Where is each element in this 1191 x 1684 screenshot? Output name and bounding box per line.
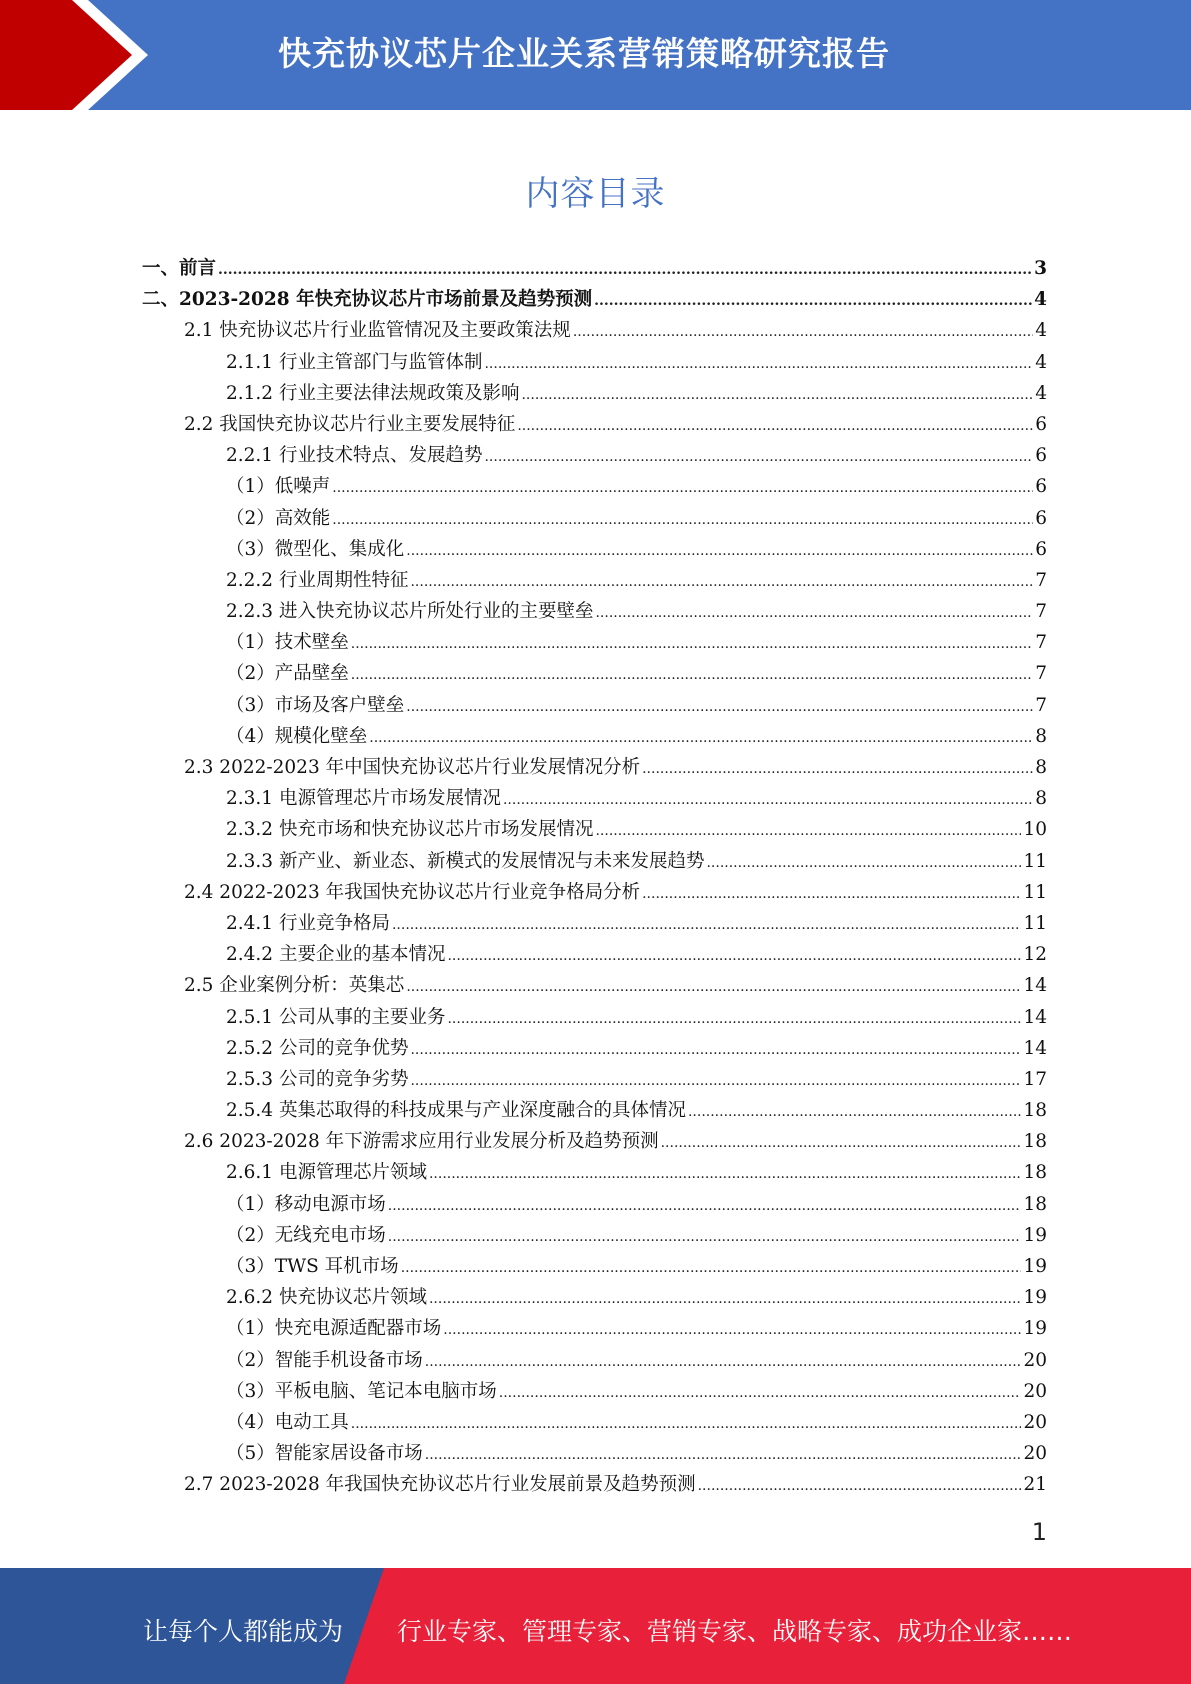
toc-entry-label: 2.6.2 快充协议芯片领域 (226, 1287, 427, 1309)
toc-entry-page: 18 (1023, 1131, 1047, 1153)
toc-entry[interactable] (142, 753, 1047, 784)
toc-entry-page: 20 (1023, 1349, 1047, 1371)
toc-dot-leader (595, 605, 1033, 621)
toc-entry-label: 2.3.1 电源管理芯片市场发展情况 (226, 788, 501, 810)
toc-entry-label: 一、前言 (142, 258, 217, 279)
toc-dot-leader (573, 324, 1033, 340)
toc-entry[interactable] (142, 379, 1047, 410)
toc-entry-label: （1）快充电源适配器市场 (226, 1318, 442, 1340)
toc-dot-leader (642, 886, 1021, 902)
toc-entry[interactable] (142, 504, 1047, 535)
toc-entry-page: 18 (1023, 1162, 1047, 1184)
toc-entry[interactable] (142, 971, 1047, 1002)
toc-entry-page: 14 (1023, 1006, 1047, 1028)
toc-entry-page: 6 (1035, 445, 1047, 467)
toc-entry-label: 2.4.2 主要企业的基本情况 (226, 944, 446, 966)
table-of-contents (142, 254, 1047, 1502)
toc-entry-page: 14 (1023, 1037, 1047, 1059)
toc-entry-label: 2.5.1 公司从事的主要业务 (226, 1006, 446, 1028)
toc-entry-label: （2）无线充电市场 (226, 1224, 386, 1246)
toc-dot-leader (406, 699, 1033, 715)
toc-entry-label: 2.3 2022-2023 年中国快充协议芯片行业发展情况分析 (184, 757, 641, 778)
toc-dot-leader (503, 792, 1033, 808)
toc-entry-page: 11 (1023, 850, 1047, 872)
toc-entry-page: 19 (1023, 1224, 1047, 1246)
toc-entry[interactable] (142, 1034, 1047, 1065)
toc-entry[interactable] (142, 285, 1047, 316)
toc-entry[interactable] (142, 909, 1047, 940)
toc-entry[interactable] (142, 1065, 1047, 1096)
toc-dot-leader (688, 1104, 1021, 1120)
toc-entry-page: 6 (1035, 476, 1047, 498)
toc-entry-label: 2.5.3 公司的竞争劣势 (226, 1068, 409, 1090)
toc-entry[interactable] (142, 1377, 1047, 1408)
toc-entry[interactable] (142, 878, 1047, 909)
toc-entry-label: 2.2 我国快充协议芯片行业主要发展特征 (184, 413, 516, 435)
toc-dot-leader (447, 948, 1021, 964)
toc-entry-label: 二、2023-2028 年快充协议芯片市场前景及趋势预测 (142, 289, 593, 311)
toc-entry-label: 2.2.2 行业周期性特征 (226, 569, 409, 591)
toc-entry[interactable] (142, 472, 1047, 503)
toc-dot-leader (410, 574, 1033, 590)
toc-entry-label: （5）智能家居设备市场 (226, 1443, 423, 1465)
toc-entry-page: 6 (1035, 507, 1047, 529)
toc-dot-leader (406, 979, 1021, 995)
report-title: 快充协议芯片企业关系营销策略研究报告 (278, 34, 890, 73)
toc-entry-label: （1）技术壁垒 (226, 632, 349, 654)
toc-dot-leader (447, 1011, 1021, 1027)
toc-dot-leader (425, 1354, 1022, 1370)
toc-entry-page: 4 (1035, 320, 1047, 342)
toc-entry[interactable] (142, 722, 1047, 753)
toc-entry-page: 4 (1035, 351, 1047, 373)
toc-entry-label: 2.5 企业案例分析：英集芯 (184, 975, 405, 997)
toc-entry[interactable] (142, 940, 1047, 971)
toc-entry-label: （2）产品壁垒 (226, 663, 349, 685)
toc-entry-page: 18 (1023, 1193, 1047, 1215)
toc-dot-leader (406, 543, 1033, 559)
toc-entry-page: 6 (1035, 413, 1047, 435)
page-number: 1 (1031, 1518, 1047, 1546)
toc-entry-label: 2.1.1 行业主管部门与监管体制 (226, 351, 483, 373)
toc-entry-label: 2.1 快充协议芯片行业监管情况及主要政策法规 (184, 320, 571, 342)
toc-dot-leader (369, 730, 1033, 746)
toc-dot-leader (698, 1478, 1022, 1494)
footer-slogan-right: 行业专家、管理专家、营销专家、战略专家、成功企业家…… (397, 1617, 1073, 1646)
toc-entry-label: （4）规模化壁垒 (226, 725, 368, 747)
toc-dot-leader (351, 636, 1033, 652)
toc-entry[interactable] (142, 1252, 1047, 1283)
toc-entry-label: （2）高效能 (226, 507, 331, 529)
toc-entry-label: 2.4.1 行业竞争格局 (226, 912, 390, 934)
toc-entry-label: 2.2.1 行业技术特点、发展趋势 (226, 445, 483, 467)
toc-entry[interactable] (142, 597, 1047, 628)
toc-entry-label: （1）移动电源市场 (226, 1193, 386, 1215)
toc-entry-page: 7 (1035, 694, 1047, 716)
toc-entry[interactable] (142, 348, 1047, 379)
toc-entry-page: 8 (1035, 788, 1047, 810)
toc-dot-leader (332, 512, 1033, 528)
toc-dot-leader (595, 823, 1021, 839)
toc-entry[interactable] (142, 1283, 1047, 1314)
toc-entry-page: 11 (1023, 881, 1047, 903)
toc-dot-leader (410, 1073, 1021, 1089)
toc-dot-leader (521, 387, 1033, 403)
toc-entry[interactable] (142, 1408, 1047, 1439)
toc-dot-leader (661, 1135, 1022, 1151)
toc-entry-page: 18 (1023, 1100, 1047, 1122)
toc-dot-leader (706, 855, 1021, 871)
toc-dot-leader (642, 761, 1033, 777)
toc-entry-page: 7 (1035, 632, 1047, 654)
toc-entry-label: 2.4 2022-2023 年我国快充协议芯片行业竞争格局分析 (184, 881, 641, 903)
header-banner (0, 0, 1191, 110)
toc-dot-leader (388, 1198, 1022, 1214)
toc-entry-label: 2.5.2 公司的竞争优势 (226, 1037, 409, 1059)
toc-entry[interactable] (142, 1346, 1047, 1377)
footer-banner (0, 1568, 1191, 1684)
toc-entry[interactable] (142, 1314, 1047, 1345)
toc-entry[interactable] (142, 535, 1047, 566)
toc-entry-label: 2.1.2 行业主要法律法规政策及影响 (226, 382, 520, 404)
toc-entry[interactable] (142, 1158, 1047, 1189)
toc-entry-page: 8 (1035, 725, 1047, 747)
toc-entry[interactable] (142, 815, 1047, 846)
toc-entry-page: 3 (1034, 258, 1047, 279)
toc-entry[interactable] (142, 659, 1047, 690)
toc-entry-page: 4 (1034, 289, 1047, 311)
toc-entry-page: 20 (1023, 1443, 1047, 1465)
toc-dot-leader (351, 667, 1033, 683)
toc-entry[interactable] (142, 1190, 1047, 1221)
toc-dot-leader (499, 1385, 1022, 1401)
toc-dot-leader (429, 1291, 1021, 1307)
toc-entry-page: 19 (1023, 1287, 1047, 1309)
toc-entry-label: （3）TWS 耳机市场 (226, 1256, 399, 1277)
footer-slogan-left: 让每个人都能成为 (143, 1617, 344, 1646)
toc-dot-leader (484, 449, 1033, 465)
toc-entry-label: （4）电动工具 (226, 1411, 349, 1433)
toc-entry-page: 19 (1023, 1256, 1047, 1277)
toc-entry-label: 2.3.2 快充市场和快充协议芯片市场发展情况 (226, 819, 594, 841)
toc-dot-leader (594, 293, 1032, 309)
toc-entry-page: 21 (1023, 1474, 1047, 1496)
toc-entry-label: （3）市场及客户壁垒 (226, 694, 405, 716)
toc-entry-page: 20 (1023, 1380, 1047, 1402)
toc-entry[interactable] (142, 784, 1047, 815)
toc-entry[interactable] (142, 847, 1047, 878)
toc-entry[interactable] (142, 566, 1047, 597)
toc-entry-page: 19 (1023, 1318, 1047, 1340)
toc-entry-page: 7 (1035, 601, 1047, 623)
toc-dot-leader (351, 1416, 1022, 1432)
toc-entry-page: 7 (1035, 663, 1047, 685)
toc-entry-page: 8 (1035, 757, 1047, 778)
toc-entry-label: （1）低噪声 (226, 476, 331, 498)
toc-entry[interactable] (142, 410, 1047, 441)
toc-entry-label: （2）智能手机设备市场 (226, 1349, 423, 1371)
toc-dot-leader (443, 1322, 1021, 1338)
toc-entry[interactable] (142, 1439, 1047, 1470)
toc-dot-leader (410, 1042, 1021, 1058)
toc-dot-leader (332, 480, 1033, 496)
toc-dot-leader (388, 1229, 1022, 1245)
toc-entry[interactable] (142, 254, 1047, 285)
toc-entry-page: 14 (1023, 975, 1047, 997)
toc-dot-leader (392, 917, 1021, 933)
toc-entry-page: 6 (1035, 538, 1047, 560)
toc-dot-leader (401, 1260, 1022, 1276)
toc-dot-leader (218, 262, 1032, 278)
toc-entry[interactable] (142, 1003, 1047, 1034)
toc-entry-page: 20 (1023, 1411, 1047, 1433)
toc-entry[interactable] (142, 691, 1047, 722)
toc-entry[interactable] (142, 628, 1047, 659)
toc-entry-page: 7 (1035, 569, 1047, 591)
toc-entry-page: 10 (1023, 819, 1047, 841)
toc-entry-page: 4 (1035, 382, 1047, 404)
toc-entry-page: 17 (1023, 1068, 1047, 1090)
toc-entry-label: （3）平板电脑、笔记本电脑市场 (226, 1380, 497, 1402)
toc-entry[interactable] (142, 1127, 1047, 1158)
toc-dot-leader (517, 418, 1033, 434)
toc-heading: 内容目录 (525, 174, 666, 214)
toc-entry[interactable] (142, 441, 1047, 472)
toc-entry[interactable] (142, 316, 1047, 347)
toc-dot-leader (425, 1447, 1022, 1463)
toc-entry-page: 11 (1023, 912, 1047, 934)
toc-entry-label: 2.3.3 新产业、新业态、新模式的发展情况与未来发展趋势 (226, 850, 705, 872)
toc-entry-label: 2.2.3 进入快充协议芯片所处行业的主要壁垒 (226, 601, 594, 623)
toc-entry-label: 2.7 2023-2028 年我国快充协议芯片行业发展前景及趋势预测 (184, 1474, 696, 1496)
toc-dot-leader (429, 1166, 1021, 1182)
toc-entry-label: 2.5.4 英集芯取得的科技成果与产业深度融合的具体情况 (226, 1100, 686, 1122)
toc-entry[interactable] (142, 1470, 1047, 1501)
toc-entry-page: 12 (1023, 944, 1047, 966)
toc-dot-leader (484, 356, 1033, 372)
toc-entry-label: （3）微型化、集成化 (226, 538, 405, 560)
toc-entry-label: 2.6 2023-2028 年下游需求应用行业发展分析及趋势预测 (184, 1131, 659, 1153)
toc-entry-label: 2.6.1 电源管理芯片领域 (226, 1162, 427, 1184)
toc-entry[interactable] (142, 1096, 1047, 1127)
toc-entry[interactable] (142, 1221, 1047, 1252)
